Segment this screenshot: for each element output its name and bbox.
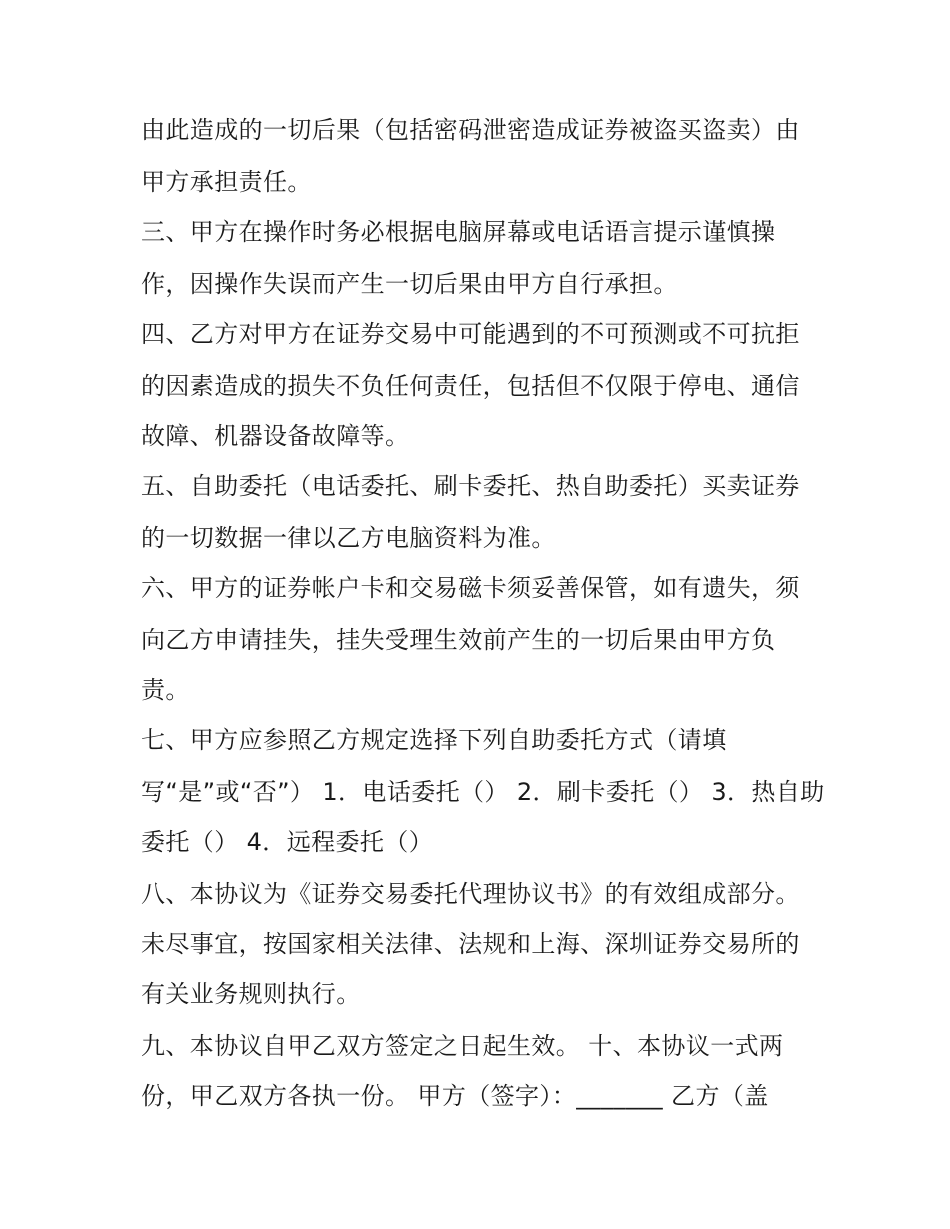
text-line: 作，因操作失误而产生一切后果由甲方自行承担。 [141, 270, 678, 298]
text-line: 四、乙方对甲方在证券交易中可能遇到的不可预测或不可抗拒 [141, 320, 800, 348]
text-line: 甲方承担责任。 [141, 168, 312, 196]
text-line: 七、甲方应参照乙方规定选择下列自助委托方式（请填 [141, 726, 727, 754]
text-line: 故障、机器设备故障等。 [141, 422, 410, 450]
text-line: 五、自助委托（电话委托、刷卡委托、热自助委托）买卖证券 [141, 472, 800, 500]
text-line: 六、甲方的证券帐户卡和交易磁卡须妥善保管，如有遗失，须 [141, 574, 800, 602]
text-line: 有关业务规则执行。 [141, 980, 361, 1008]
text-line: 八、本协议为《证券交易委托代理协议书》的有效组成部分。 [141, 880, 800, 908]
text-line: 向乙方申请挂失，挂失受理生效前产生的一切后果由甲方负 [141, 626, 776, 654]
text-line: 九、本协议自甲乙双方签定之日起生效。 十、本协议一式两 [141, 1032, 784, 1060]
text-line: 的因素造成的损失不负任何责任，包括但不仅限于停电、通信 [141, 372, 800, 400]
text-line: 三、甲方在操作时务必根据电脑屏幕或电话语言提示谨慎操 [141, 218, 776, 246]
text-line: 份，甲乙双方各执一份。 甲方（签字）：_______ 乙方（盖 [141, 1082, 769, 1110]
text-line: 写“是”或“否”） 1．电话委托（） 2．刷卡委托（） 3．热自助 [141, 778, 825, 806]
text-line: 责。 [141, 676, 190, 704]
text-line: 的一切数据一律以乙方电脑资料为准。 [141, 524, 556, 552]
text-line: 未尽事宜，按国家相关法律、法规和上海、深圳证券交易所的 [141, 930, 800, 958]
text-line: 委托（） 4．远程委托（） [141, 828, 434, 856]
text-line: 由此造成的一切后果（包括密码泄密造成证券被盗买盗卖）由 [141, 116, 800, 144]
